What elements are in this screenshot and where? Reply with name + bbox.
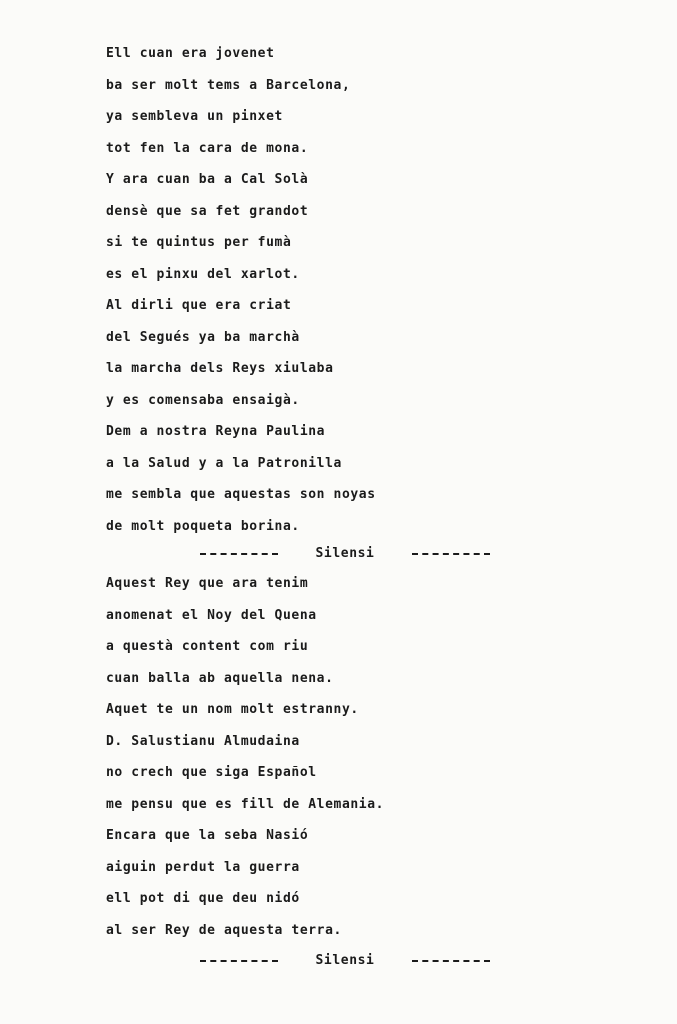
verse-line: cuan balla ab aquella nena. (106, 670, 334, 686)
verse-line: la marcha dels Reys xiulaba (106, 361, 334, 376)
dashed-rule-left (200, 960, 278, 962)
verse-line: al ser Rey de aquesta terra. (106, 922, 342, 938)
verse-line: Ell cuan era jovenet (106, 46, 275, 61)
section-divider-1 (200, 543, 490, 563)
verse-line: y es comensaba ensaigà. (106, 392, 300, 408)
dashed-rule-right (412, 553, 490, 555)
verse-line: ell pot di que deu nidó (106, 891, 300, 906)
verse-line: Aquet te un nom molt estranny. (106, 702, 359, 717)
stanza-2 (106, 568, 626, 946)
verse-line: Encara que la seba Nasió (106, 828, 309, 843)
verse-line: ba ser molt tems a Barcelona, (106, 77, 351, 93)
dashed-rule-left (200, 553, 278, 555)
verse-line: no crech que siga Español (106, 765, 317, 780)
verse-line: Al dirli que era criat (106, 298, 292, 313)
verse-line: de molt poqueta borina. (106, 518, 300, 534)
verse-line: a la Salud y a la Patronilla (106, 455, 342, 471)
dashed-rule-right (412, 960, 490, 962)
verse-line: me sembla que aquestas son noyas (106, 487, 376, 502)
verse-line: D. Salustianu Almudaina (106, 733, 300, 749)
divider-label: Silensi (315, 545, 375, 561)
verse-line: a questà content com riu (106, 639, 309, 654)
verse-line: densè que sa fet grandot (106, 203, 309, 219)
verse-line: es el pinxu del xarlot. (106, 266, 300, 282)
section-divider-2 (200, 950, 490, 970)
verse-line: Y ara cuan ba a Cal Solà (106, 172, 309, 187)
verse-line: tot fen la cara de mona. (106, 140, 309, 156)
verse-line: aiguin perdut la guerra (106, 859, 300, 875)
verse-line: del Segués ya ba marchà (106, 329, 300, 345)
verse-line: si te quintus per fumà (106, 235, 292, 250)
verse-line: me pensu que es fill de Alemania. (106, 796, 385, 812)
verse-line: anomenat el Noy del Quena (106, 607, 317, 623)
stanza-1 (106, 38, 626, 542)
divider-label: Silensi (315, 952, 375, 968)
verse-line: Aquest Rey que ara tenim (106, 576, 309, 591)
verse-line: Dem a nostra Reyna Paulina (106, 424, 326, 439)
verse-line: ya sembleva un pinxet (106, 109, 283, 124)
